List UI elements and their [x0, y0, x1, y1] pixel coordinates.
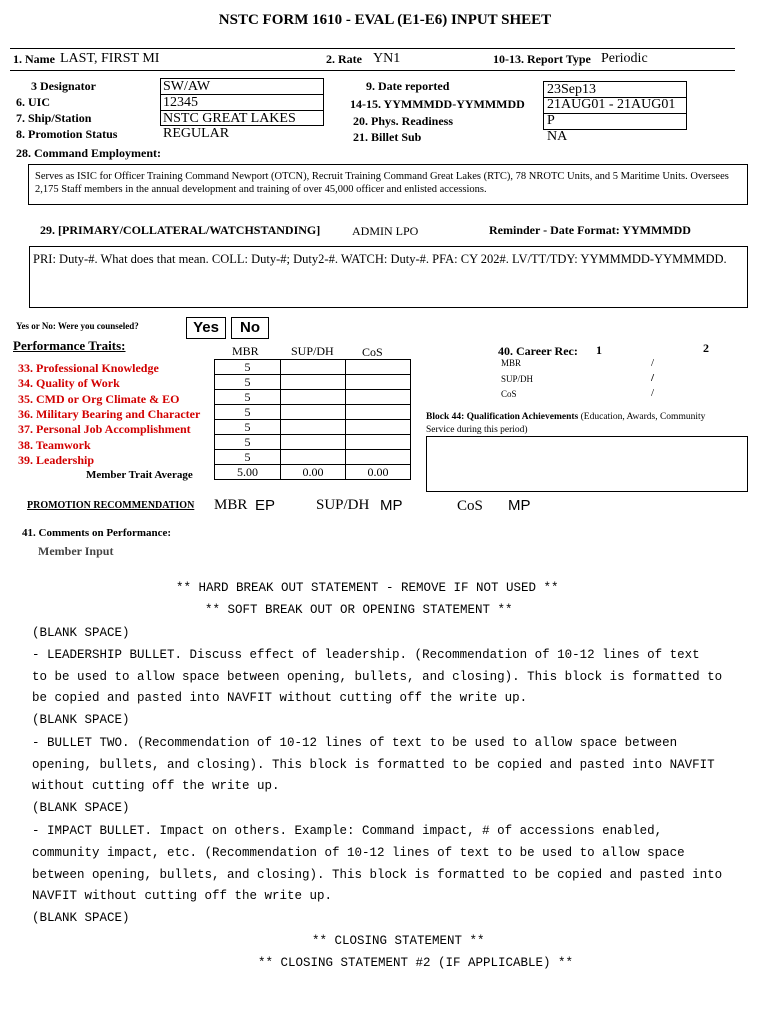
ship-station-field[interactable]: NSTC GREAT LAKES: [163, 111, 296, 126]
promotion-mbr-value[interactable]: EP: [255, 497, 276, 514]
trait-label: 35. CMD or Org Climate & EO: [18, 392, 180, 406]
ship-station-label: 7. Ship/Station: [16, 111, 92, 125]
report-type-field[interactable]: Periodic: [601, 51, 648, 66]
trait-mbr-cell[interactable]: 5: [214, 374, 281, 390]
promotion-cos-label: CoS: [457, 498, 483, 514]
bullet-two-line: without cutting off the write up.: [32, 779, 280, 793]
impact-bullet-line: between opening, bullets, and closing). This block is formatted to be copied and pasted into: [32, 868, 723, 882]
trait-cos-cell[interactable]: [345, 389, 411, 405]
trait-mbr-cell[interactable]: 5: [214, 449, 281, 465]
blank-space-line: (BLANK SPACE): [32, 713, 130, 727]
impact-bullet-line: - IMPACT BULLET. Impact on others. Example: Command impact, # of accessions enabled,: [32, 824, 663, 838]
primary-duty-field[interactable]: ADMIN LPO: [352, 224, 419, 238]
trait-sup-cell[interactable]: [280, 434, 346, 450]
promotion-sup-label: SUP/DH: [316, 497, 370, 513]
promotion-cos-value[interactable]: MP: [508, 497, 531, 514]
career-rec-col2: 2: [703, 341, 709, 355]
counseled-question: Yes or No: Were you counseled?: [16, 321, 139, 331]
performance-traits-heading: Performance Traits:: [13, 338, 126, 353]
trait-cos-cell[interactable]: [345, 374, 411, 390]
promotion-status-field[interactable]: REGULAR: [163, 126, 230, 141]
blank-space-line: (BLANK SPACE): [32, 911, 130, 925]
trait-cos-cell[interactable]: [345, 434, 411, 450]
member-trait-average-label: Member Trait Average: [86, 469, 193, 481]
date-reported-field[interactable]: 23Sep13: [547, 82, 596, 97]
trait-label: 36. Military Bearing and Character: [18, 407, 201, 421]
trait-mbr-cell[interactable]: 5: [214, 404, 281, 420]
date-format-reminder: Reminder - Date Format: YYMMMDD: [489, 223, 691, 237]
blank-space-line: (BLANK SPACE): [32, 801, 130, 815]
leadership-bullet-line: be copied and pasted into NAVFIT without cutting off the write up.: [32, 691, 528, 705]
trait-mbr-cell[interactable]: 5: [214, 389, 281, 405]
average-mbr-cell: 5.00: [214, 464, 281, 480]
trait-cos-cell[interactable]: [345, 419, 411, 435]
col-header-sup: SUP/DH: [291, 344, 334, 358]
closing-statement-line: ** CLOSING STATEMENT **: [312, 934, 485, 948]
trait-sup-cell[interactable]: [280, 404, 346, 420]
duties-box[interactable]: [29, 246, 748, 308]
name-label: 1. Name: [13, 52, 55, 66]
uic-label: 6. UIC: [16, 95, 51, 109]
trait-sup-cell[interactable]: [280, 359, 346, 375]
hard-breakout-line: ** HARD BREAK OUT STATEMENT - REMOVE IF NOT USED **: [176, 581, 559, 595]
header-bottom-rule: [10, 70, 735, 71]
name-field[interactable]: LAST, FIRST MI: [60, 51, 160, 66]
trait-label: 37. Personal Job Accomplishment: [18, 422, 191, 436]
rate-field[interactable]: YN1: [373, 51, 401, 66]
trait-label: 38. Teamwork: [18, 438, 91, 452]
comments-label: 41. Comments on Performance:: [22, 527, 172, 539]
leadership-bullet-line: - LEADERSHIP BULLET. Discuss effect of leadership. (Recommendation of 10-12 lines of text: [32, 648, 700, 662]
duties-label: 29. [PRIMARY/COLLATERAL/WATCHSTANDING]: [40, 223, 321, 237]
career-row-label: MBR: [501, 358, 522, 368]
leadership-bullet-line: to be used to allow space between opening, bullets, and closing). This block is formatted to: [32, 670, 723, 684]
promotion-sup-value[interactable]: MP: [380, 497, 403, 514]
blank-space-line: (BLANK SPACE): [32, 626, 130, 640]
rate-label: 2. Rate: [326, 52, 362, 66]
trait-mbr-cell[interactable]: 5: [214, 359, 281, 375]
duties-text: PRI: Duty-#. What does that mean. COLL: Duty-#; Duty2-#. WATCH: Duty-#. PFA: CY 202#. LV/TT/TDY: YYMMMDD-YYMMMDD.: [33, 252, 727, 266]
trait-mbr-cell[interactable]: 5: [214, 419, 281, 435]
command-employment-text: Serves as ISIC for Officer Training Command Newport (OTCN), Recruit Training Command Great Lakes (RTC), 78 NROTC Units, and 5 Maritime Units. Oversees 2,175 Staff members in the annual development and training of over 45,000 officer and enlisted accessions.: [35, 171, 729, 195]
closing-statement-2-line: ** CLOSING STATEMENT #2 (IF APPLICABLE) **: [258, 956, 574, 970]
trait-label: 39. Leadership: [18, 453, 95, 467]
career-rec-label: 40. Career Rec:: [498, 344, 578, 358]
uic-field[interactable]: 12345: [163, 95, 198, 110]
designator-label: 3 Designator: [31, 79, 96, 93]
promotion-mbr-label: MBR: [214, 497, 248, 513]
trait-label: 34. Quality of Work: [18, 376, 120, 390]
trait-cos-cell[interactable]: [345, 449, 411, 465]
impact-bullet-line: NAVFIT without cutting off the write up.: [32, 889, 333, 903]
career-row-label: SUP/DH: [501, 374, 534, 384]
soft-breakout-line: ** SOFT BREAK OUT OR OPENING STATEMENT **: [205, 603, 513, 617]
member-input-label: Member Input: [38, 544, 114, 558]
career-row-separator[interactable]: /: [651, 357, 655, 369]
trait-sup-cell[interactable]: [280, 389, 346, 405]
date-reported-label: 9. Date reported: [366, 79, 450, 93]
command-employment-label: 28. Command Employment:: [16, 146, 162, 160]
career-row-separator[interactable]: /: [651, 372, 655, 384]
command-employment-box[interactable]: [28, 164, 748, 205]
billet-sub-field[interactable]: NA: [547, 129, 568, 144]
bullet-two-line: opening, bullets, and closing). This block is formatted to be copied and pasted into NAVFIT: [32, 758, 715, 772]
trait-sup-cell[interactable]: [280, 374, 346, 390]
designator-field[interactable]: SW/AW: [163, 79, 211, 94]
career-rec-col1: 1: [596, 343, 602, 357]
col-header-mbr: MBR: [232, 344, 259, 358]
trait-cos-cell[interactable]: [345, 359, 411, 375]
average-sup-cell: 0.00: [280, 464, 346, 480]
trait-sup-cell[interactable]: [280, 449, 346, 465]
trait-label: 33. Professional Knowledge: [18, 361, 159, 375]
block44-label: Block 44: Qualification Achievements: [426, 412, 579, 422]
billet-sub-label: 21. Billet Sub: [353, 130, 422, 144]
header-top-rule: [10, 48, 735, 49]
bullet-two-line: - BULLET TWO. (Recommendation of 10-12 lines of text to be used to allow space between: [32, 736, 678, 750]
promotion-recommendation-label: PROMOTION RECOMMENDATION: [27, 500, 195, 511]
block44-description: (Education, Awards, Community Service during this period): [426, 412, 706, 435]
impact-bullet-line: community impact, etc. (Recommendation of 10-12 lines of text to be used to allow space: [32, 846, 685, 860]
career-row-separator[interactable]: /: [651, 387, 655, 399]
period-field[interactable]: 21AUG01 - 21AUG01: [547, 97, 676, 112]
career-row-label: CoS: [501, 389, 517, 399]
average-cos-cell: 0.00: [345, 464, 411, 480]
trait-mbr-cell[interactable]: 5: [214, 434, 281, 450]
promotion-status-label: 8. Promotion Status: [16, 127, 118, 141]
report-type-label: 10-13. Report Type: [493, 52, 591, 66]
col-header-cos: CoS: [362, 345, 383, 359]
block44-caption: [426, 411, 736, 437]
phys-readiness-label: 20. Phys. Readiness: [353, 114, 454, 128]
period-label: 14-15. YYMMMDD-YYMMMDD: [350, 97, 525, 111]
trait-sup-cell[interactable]: [280, 419, 346, 435]
block44-input-box[interactable]: [426, 436, 748, 492]
form-title: NSTC FORM 1610 - EVAL (E1-E6) INPUT SHEET: [218, 12, 552, 28]
counseled-yes-button[interactable]: Yes: [186, 317, 226, 339]
counseled-no-button[interactable]: No: [231, 317, 269, 339]
phys-readiness-field[interactable]: P: [547, 113, 555, 128]
trait-cos-cell[interactable]: [345, 404, 411, 420]
